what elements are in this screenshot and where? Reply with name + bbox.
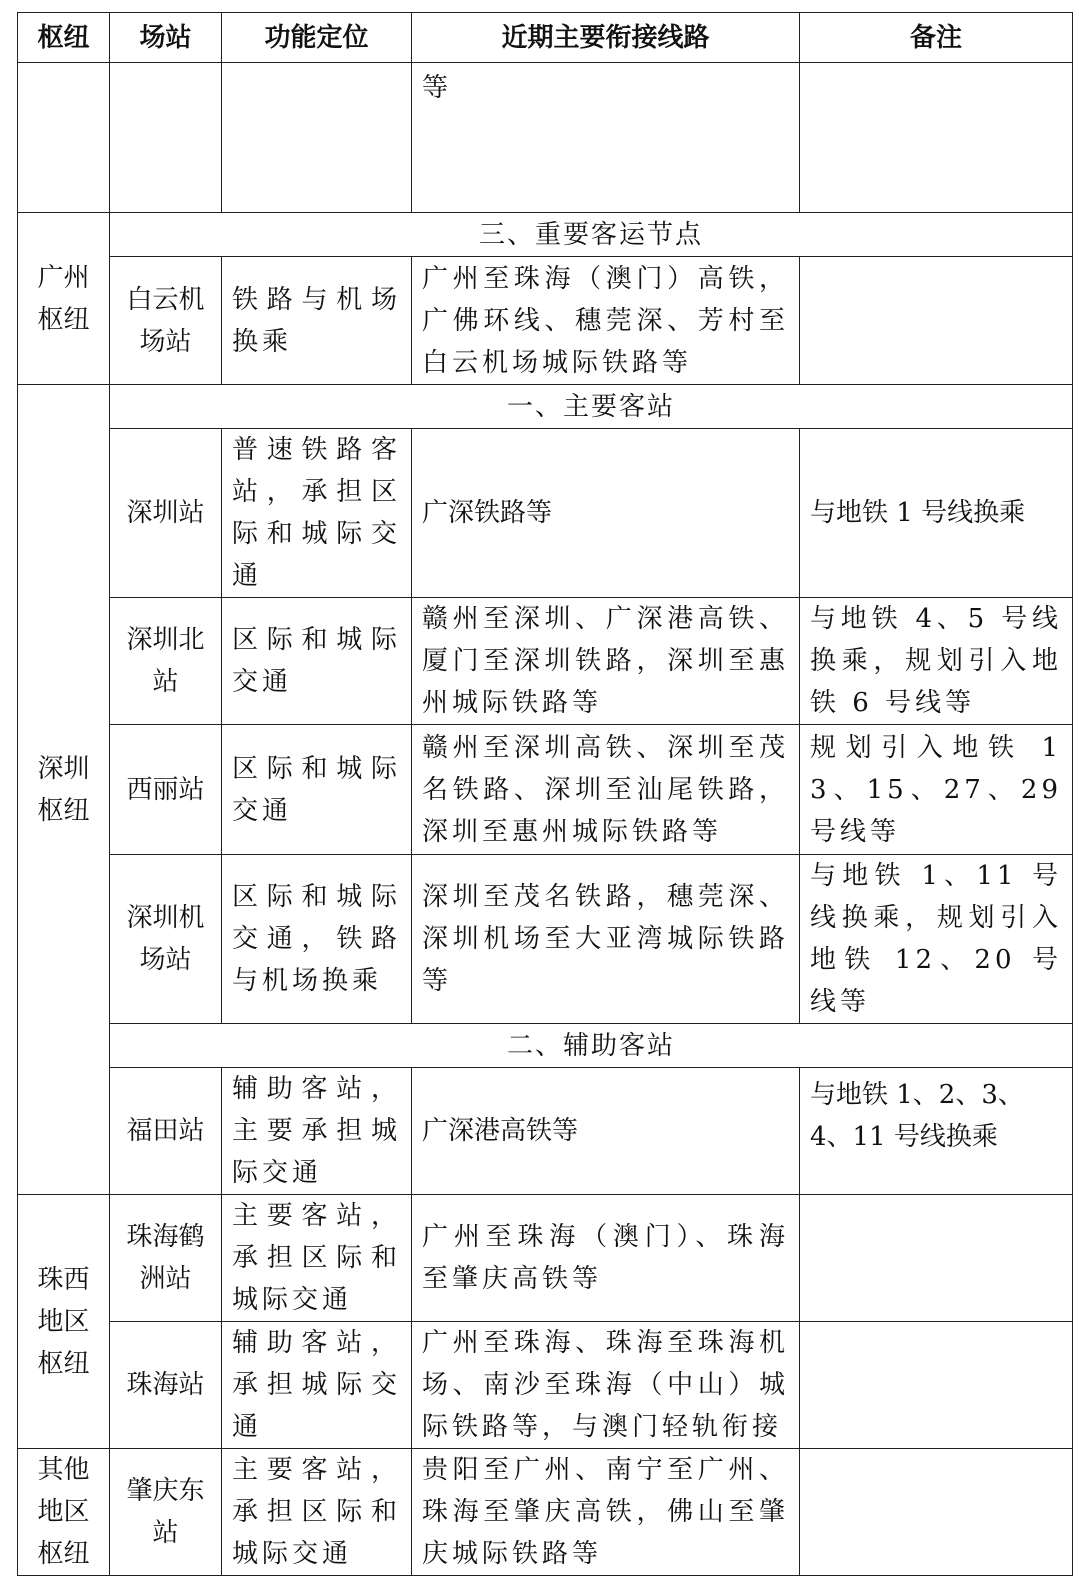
table-row — [18, 1195, 1073, 1322]
function-cell: 区际和城际交通 — [222, 725, 412, 855]
header-row — [18, 13, 1073, 63]
lines-cell: 广州至珠海（澳门）高铁，广佛环线、穗莞深、芳村至白云机场城际铁路等 — [412, 257, 800, 385]
remark-cell — [800, 257, 1073, 385]
hub-cell-zhuxi: 珠西地区枢纽 — [18, 1195, 110, 1449]
function-cell: 铁路与机场换乘 — [222, 257, 412, 385]
station-cell: 西丽站 — [110, 725, 222, 855]
function-cell: 主要客站，承担区际和城际交通 — [222, 1195, 412, 1322]
table-row — [18, 598, 1073, 725]
section-row — [18, 385, 1073, 429]
table-row — [18, 725, 1073, 855]
station-cell: 福田站 — [110, 1068, 222, 1195]
remark-cell: 与地铁 1、2、3、4、11 号线换乘 — [800, 1068, 1073, 1195]
hub-cell-other: 其他地区枢纽 — [18, 1449, 110, 1576]
station-cell: 深圳机场站 — [110, 855, 222, 1024]
station-cell: 深圳站 — [110, 429, 222, 598]
station-cell: 珠海鹤洲站 — [110, 1195, 222, 1322]
remark-cell: 与地铁 1 号线换乘 — [800, 429, 1073, 598]
section-heading: 一、主要客站 — [110, 385, 1073, 429]
lines-cell: 赣州至深圳、广深港高铁、厦门至深圳铁路，深圳至惠州城际铁路等 — [412, 598, 800, 725]
lines-cell: 广深铁路等 — [412, 429, 800, 598]
station-cell: 深圳北站 — [110, 598, 222, 725]
header-station: 场站 — [110, 13, 222, 63]
function-cell: 区际和城际交通 — [222, 598, 412, 725]
cont-hub-cell — [18, 63, 110, 213]
function-cell: 区际和城际交通，铁路与机场换乘 — [222, 855, 412, 1024]
header-lines: 近期主要衔接线路 — [412, 13, 800, 63]
header-hub: 枢纽 — [18, 13, 110, 63]
lines-cell: 广州至珠海、珠海至珠海机场、南沙至珠海（中山）城际铁路等，与澳门轻轨衔接 — [412, 1322, 800, 1449]
cont-lines-cell: 等 — [412, 63, 800, 213]
lines-cell: 广州至珠海（澳门）、珠海至肇庆高铁等 — [412, 1195, 800, 1322]
section-row — [18, 1024, 1073, 1068]
section-heading: 二、辅助客站 — [110, 1024, 1073, 1068]
table-row — [18, 1449, 1073, 1576]
function-cell: 主要客站，承担区际和城际交通 — [222, 1449, 412, 1576]
remark-cell: 与地铁 4、5 号线换乘，规划引入地铁 6 号线等 — [800, 598, 1073, 725]
section-row — [18, 213, 1073, 257]
continuation-row — [18, 63, 1073, 213]
table-row — [18, 855, 1073, 1024]
function-cell: 辅助客站，主要承担城际交通 — [222, 1068, 412, 1195]
remark-cell: 规划引入地铁 13、15、27、29 号线等 — [800, 725, 1073, 855]
lines-cell: 贵阳至广州、南宁至广州、珠海至肇庆高铁，佛山至肇庆城际铁路等 — [412, 1449, 800, 1576]
section-heading: 三、重要客运节点 — [110, 213, 1073, 257]
table-row — [18, 257, 1073, 385]
remark-cell — [800, 1449, 1073, 1576]
remark-cell — [800, 1322, 1073, 1449]
cont-function-cell — [222, 63, 412, 213]
lines-cell: 赣州至深圳高铁、深圳至茂名铁路、深圳至汕尾铁路，深圳至惠州城际铁路等 — [412, 725, 800, 855]
hub-cell-guangzhou: 广州枢纽 — [18, 213, 110, 385]
function-cell: 辅助客站，承担城际交通 — [222, 1322, 412, 1449]
lines-cell: 广深港高铁等 — [412, 1068, 800, 1195]
lines-cell: 深圳至茂名铁路，穗莞深、深圳机场至大亚湾城际铁路等 — [412, 855, 800, 1024]
cont-remark-cell — [800, 63, 1073, 213]
hub-station-table — [17, 12, 1073, 1576]
station-cell: 肇庆东站 — [110, 1449, 222, 1576]
station-cell: 白云机场站 — [110, 257, 222, 385]
station-cell: 珠海站 — [110, 1322, 222, 1449]
table-row — [18, 1068, 1073, 1195]
header-function: 功能定位 — [222, 13, 412, 63]
function-cell: 普速铁路客站，承担区际和城际交通 — [222, 429, 412, 598]
header-remark: 备注 — [800, 13, 1073, 63]
remark-cell — [800, 1195, 1073, 1322]
remark-cell: 与地铁 1、11 号线换乘，规划引入地铁 12、20 号线等 — [800, 855, 1073, 1024]
table-row — [18, 1322, 1073, 1449]
hub-cell-shenzhen: 深圳枢纽 — [18, 385, 110, 1195]
cont-station-cell — [110, 63, 222, 213]
table-row — [18, 429, 1073, 598]
